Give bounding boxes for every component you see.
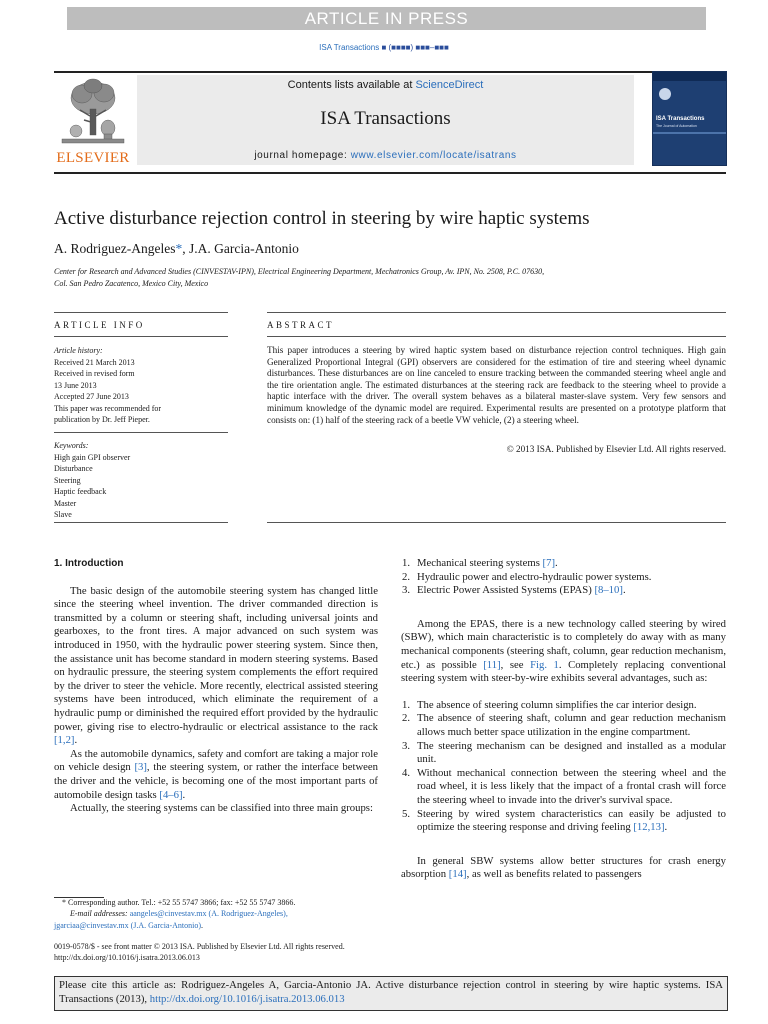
list-item [401, 712, 726, 739]
email-link-2[interactable]: jgarciaa@cinvestav.mx (J.A. Garcia-Antonio) [54, 920, 202, 930]
figure-link[interactable]: Fig. 1 [530, 658, 559, 671]
cover-band [653, 132, 726, 134]
elsevier-tree-icon [58, 76, 128, 148]
affiliation [54, 266, 544, 289]
history-line: Received in revised form [54, 369, 135, 378]
right-p1-a: Among the EPAS, there is a new technology called steering by wired (SBW), which main characteristic is to completely do away with as many mechanical components (steering shaft, column, gear reduction mechanism, etc.) as possible [401, 617, 726, 671]
right-column [401, 557, 726, 882]
abstract-text: This paper introduces a steering by wired haptic system based on disturbance rejection control techniques. High gain Generalized Proportional Integral (GPI) observers are considered for the estimation of tire and steering wheel dynamic disturbances. These disturbances are on line canceled to ensure tracking between the commanded steering wheel angle and the tire orientation angle. The estimated disturbances at the steering rack are feedback to the steering wheel to provide a haptic interface with the driver. The overall system behaves as a bilateral master-slave system. Very few sensors and minimum knowledge of the dynamic model are required. Experimental results are presented on a prototype platform that consists on: (1) half of the steering rack of a beetle VW vehicle, (2) a steering wheel. [267, 345, 726, 425]
email-label: E-mail addresses: [70, 909, 130, 919]
author-list [54, 241, 299, 257]
citation-link[interactable]: [4–6] [159, 788, 183, 801]
footnote [54, 897, 384, 931]
list-number: 4. [402, 766, 411, 779]
sciencedirect-link[interactable]: ScienceDirect [415, 79, 484, 91]
steering-groups-list [401, 557, 726, 598]
right-p2-a: In general SBW systems allow better structures for crash energy absorption [401, 854, 726, 881]
email-line-2 [54, 920, 384, 931]
list-item [401, 699, 726, 713]
list-number: 1. [402, 557, 411, 569]
author-separator: , [182, 241, 189, 256]
author-1: A. Rodriguez-Angeles [54, 241, 176, 256]
affiliation-line-1: Center for Research and Advanced Studies (CINVESTAV-IPN), Electrical Engineering Department, Mechatronics Group, Av. IPN, No. 2508, P.C. 07630, [54, 267, 545, 276]
header-bottom-rule [54, 172, 726, 174]
keyword-item: Master [54, 498, 77, 508]
history-line: This paper was recommended for [54, 403, 162, 413]
citation-link[interactable]: [1,2] [54, 734, 75, 747]
list-text: Electric Power Assisted Systems (EPAS) [417, 584, 595, 597]
abstract-top-rule [267, 312, 726, 313]
sbw-advantages-list [401, 699, 726, 835]
cover-title: ISA Transactions [656, 116, 705, 122]
email-end: . [201, 920, 204, 930]
journal-reference [0, 43, 768, 52]
history-line: 13 June 2013 [54, 380, 97, 390]
list-number: 1. [402, 698, 411, 711]
contents-prefix: Contents lists available at [287, 79, 416, 91]
history-label: Article history: [54, 346, 103, 355]
email-link-1[interactable]: aangeles@cinvestav.mx (A. Rodriguez-Angeles), [129, 909, 288, 919]
corresponding-author-mark[interactable]: * [175, 241, 183, 256]
journal-header [137, 75, 634, 165]
left-column [54, 557, 378, 816]
abstract-copyright: © 2013 ISA. Published by Elsevier Ltd. All rights reserved. [506, 444, 726, 454]
front-matter-copyright: 0019-0578/$ - see front matter © 2013 ISA. Published by Elsevier Ltd. All rights reserved. [54, 942, 345, 951]
list-number: 5. [402, 807, 411, 820]
homepage-line [137, 150, 634, 161]
contents-line [137, 79, 634, 91]
homepage-link[interactable]: www.elsevier.com/locate/isatrans [350, 150, 517, 161]
abstract-heading-rule [267, 336, 726, 337]
right-paragraph-2 [401, 855, 726, 882]
intro-p1-end: . [74, 734, 78, 747]
journal-cover-image [652, 71, 727, 166]
spacer [401, 835, 726, 855]
list-text: Without mechanical connection between the steering wheel and the road wheel, it is less likely that the impact of a frontal crash will force the steering wheel to invade into the driver's survival space. [417, 766, 726, 806]
right-paragraph-1 [401, 618, 726, 686]
history-line: Received 21 March 2013 [54, 357, 135, 367]
keyword-item: Disturbance [54, 464, 93, 473]
citation-text: Please cite this article as: Rodriguez-Angeles A, Garcia-Antonio JA. Active disturbance rejection control in steering by wire haptic systems. ISA Transactions (2013), [59, 979, 723, 1005]
list-item [401, 767, 726, 808]
list-text: Hydraulic power and electro-hydraulic power systems. [417, 570, 652, 583]
citation-link[interactable]: [8–10] [594, 584, 623, 597]
citation-link[interactable]: [12,13] [633, 821, 665, 834]
corresponding-author-note: * Corresponding author. Tel.: +52 55 5747 3866; fax: +52 55 5747 3866. [62, 898, 296, 907]
cover-top-stripe [653, 72, 726, 81]
info-bottom-rule [54, 522, 228, 523]
history-line: Accepted 27 June 2013 [54, 392, 129, 401]
keywords [54, 440, 234, 521]
list-item [401, 740, 726, 767]
citation-link[interactable]: [11] [483, 658, 501, 671]
article-title: Active disturbance rejection control in steering by wire haptic systems [54, 208, 590, 229]
list-text: Mechanical steering systems [417, 557, 543, 569]
intro-paragraph-1 [54, 585, 378, 748]
list-end: . [622, 584, 626, 597]
doi-text: http://dx.doi.org/10.1016/j.isatra.2013.06.013 [54, 953, 200, 963]
journal-name: ISA Transactions [320, 108, 451, 129]
list-item [401, 557, 726, 571]
article-info-heading: ARTICLE INFO [54, 320, 145, 330]
elsevier-wordmark: ELSEVIER [56, 150, 130, 166]
list-item [401, 584, 726, 598]
header-top-rule [54, 71, 726, 73]
info-heading-rule [54, 336, 228, 337]
list-number: 3. [402, 584, 411, 597]
intro-p2-b: , the steering system, or rather the interface between the driver and the vehicle, is becoming one of the most important parts of automobile design tasks [54, 761, 379, 801]
intro-p1-text: The basic design of the automobile steering system has changed little since the steering wheel invention. The driver commanded direction is transmitted by a column or steering shaft, including universal joints and gearboxes, to the front tires. A major advanced on such system was introduced in 1950, with the hydraulic power steering system. Since then, the assistance unit has become standard in modern steering systems. Based on hydraulic pressure, the steering system complements the effort required by the driver to steer the vehicle. More recently, electrical assisted steering systems have been introduced, which eliminate the requirement of a hydraulic pump or diminished the required effort provided by the hydraulic power, giving rise to electro-hydraulic or electrical assistance to the rack [54, 584, 378, 733]
history-line: publication by Dr. Jeff Pieper. [54, 415, 150, 424]
list-end: . [555, 557, 558, 569]
intro-p2-c: . [182, 788, 186, 801]
keywords-label: Keywords: [54, 441, 89, 450]
list-number: 3. [402, 739, 411, 752]
article-in-press-banner: ARTICLE IN PRESS [67, 7, 706, 30]
section-heading-introduction: 1. Introduction [54, 558, 124, 569]
list-item [401, 808, 726, 835]
homepage-label: journal homepage: [254, 150, 351, 161]
list-text: Steering by wired system characteristics can easily be adjusted to optimize the steering response and driving feeling [417, 807, 726, 834]
spacer [401, 598, 726, 618]
intro-paragraph-3: Actually, the steering systems can be classified into three main groups: [70, 802, 373, 815]
citation-link[interactable]: [14] [448, 868, 467, 881]
list-text: The steering mechanism can be designed and installed as a modular unit. [417, 739, 726, 766]
email-line [54, 908, 384, 919]
affiliation-line-2: Col. San Pedro Zacatenco, Mexico City, Mexico [54, 278, 209, 288]
keyword-item: Haptic feedback [54, 487, 107, 496]
intro-paragraph-2 [54, 748, 378, 802]
journal-ref-pages: ■ (■■■■) ■■■–■■■ [381, 43, 449, 52]
elsevier-logo [54, 76, 132, 166]
journal-ref-link[interactable]: ISA Transactions [319, 43, 380, 52]
info-top-rule [54, 312, 228, 313]
keyword-item: High gain GPI observer [54, 452, 131, 462]
list-item [401, 571, 726, 585]
citation-link[interactable]: [3] [134, 761, 147, 774]
list-number: 2. [402, 570, 411, 583]
keyword-item: Steering [54, 475, 81, 485]
right-p1-c: . Completely replacing conventional steering system with steer-by-wire exhibits several advantages, such as: [401, 658, 726, 685]
citation-link[interactable]: [7] [542, 557, 556, 569]
intro-p2-a: As the automobile dynamics, safety and comfort are taking a major role on vehicle design [54, 747, 378, 774]
abstract-heading: ABSTRACT [267, 320, 335, 330]
isa-logo-icon [659, 88, 671, 100]
list-number: 2. [402, 712, 411, 725]
abstract-bottom-rule [267, 522, 726, 523]
right-p1-b: , see [500, 658, 531, 671]
right-p2-b: , as well as benefits related to passengers [466, 868, 642, 881]
cover-subtitle: The Journal of Automation [656, 124, 697, 128]
list-text: The absence of steering shaft, column and gear reduction mechanism allows much better space utilization in the engine compartment. [417, 712, 726, 738]
author-2: J.A. Garcia-Antonio [188, 241, 299, 256]
list-end: . [664, 821, 668, 834]
doi-link[interactable]: http://dx.doi.org/10.1016/j.isatra.2013.06.013 [149, 992, 345, 1005]
list-text: The absence of steering column simplifies the car interior design. [417, 698, 697, 711]
front-matter [54, 941, 345, 964]
citation-box [54, 976, 728, 1011]
article-history [54, 345, 234, 426]
keyword-item: Slave [54, 510, 72, 519]
spacer [401, 686, 726, 699]
history-divider [54, 432, 228, 433]
